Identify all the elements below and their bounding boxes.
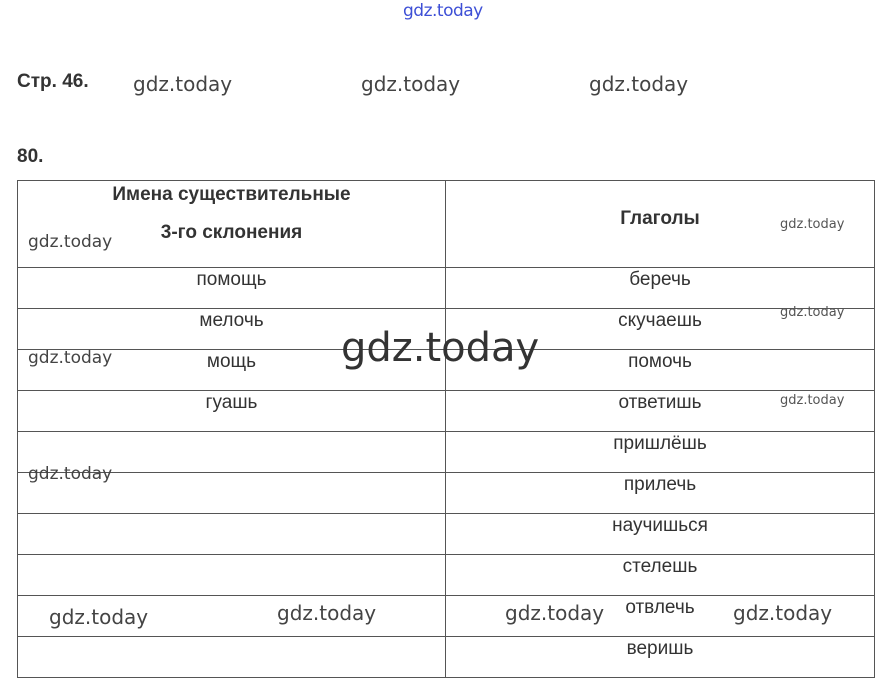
- watermark: gdz.today: [133, 72, 233, 96]
- column-header-nouns: [18, 181, 446, 268]
- table-row: [18, 473, 875, 514]
- column-header-line: 3-го склонения: [160, 222, 303, 243]
- watermark-top: gdz.today: [403, 1, 483, 21]
- watermark: gdz.today: [49, 605, 149, 629]
- watermark: gdz.today: [28, 232, 113, 252]
- watermark: gdz.today: [589, 72, 689, 96]
- column-header-line: Глаголы: [620, 208, 700, 229]
- verb-cell: помочь: [446, 350, 875, 391]
- watermark: gdz.today: [277, 601, 377, 625]
- watermark: gdz.today: [28, 348, 113, 368]
- verb-cell: прилечь: [446, 473, 875, 514]
- noun-cell: мощь: [18, 350, 446, 391]
- verb-cell: отвлечь: [446, 596, 875, 637]
- exercise-number: 80.: [17, 146, 44, 167]
- table-row: [18, 514, 875, 555]
- verb-cell: веришь: [446, 637, 875, 678]
- watermark: gdz.today: [361, 72, 461, 96]
- watermark: gdz.today: [780, 217, 845, 232]
- table-row: [18, 637, 875, 678]
- noun-cell: мелочь: [18, 309, 446, 350]
- column-header-line: Имена существительные: [112, 184, 351, 205]
- verb-cell: стелешь: [446, 555, 875, 596]
- verb-cell: беречь: [446, 268, 875, 309]
- watermark: gdz.today: [733, 601, 833, 625]
- watermark: gdz.today: [780, 393, 845, 408]
- table-row: [18, 555, 875, 596]
- noun-cell: гуашь: [18, 391, 446, 432]
- watermark: gdz.today: [780, 305, 845, 320]
- watermark-large: gdz.today: [341, 325, 540, 371]
- verb-cell: ответишь: [446, 391, 875, 432]
- table-header-row: [18, 181, 875, 268]
- table-row: [18, 391, 875, 432]
- verb-cell: пришлёшь: [446, 432, 875, 473]
- table-row: [18, 432, 875, 473]
- noun-cell: помощь: [18, 268, 446, 309]
- watermark: gdz.today: [28, 464, 113, 484]
- noun-cell: [18, 637, 446, 678]
- watermark: gdz.today: [505, 601, 605, 625]
- table-row: [18, 268, 875, 309]
- noun-cell: [18, 514, 446, 555]
- page-label: Стр. 46.: [17, 71, 89, 92]
- noun-cell: [18, 555, 446, 596]
- verb-cell: научишься: [446, 514, 875, 555]
- verb-cell: скучаешь: [446, 309, 875, 350]
